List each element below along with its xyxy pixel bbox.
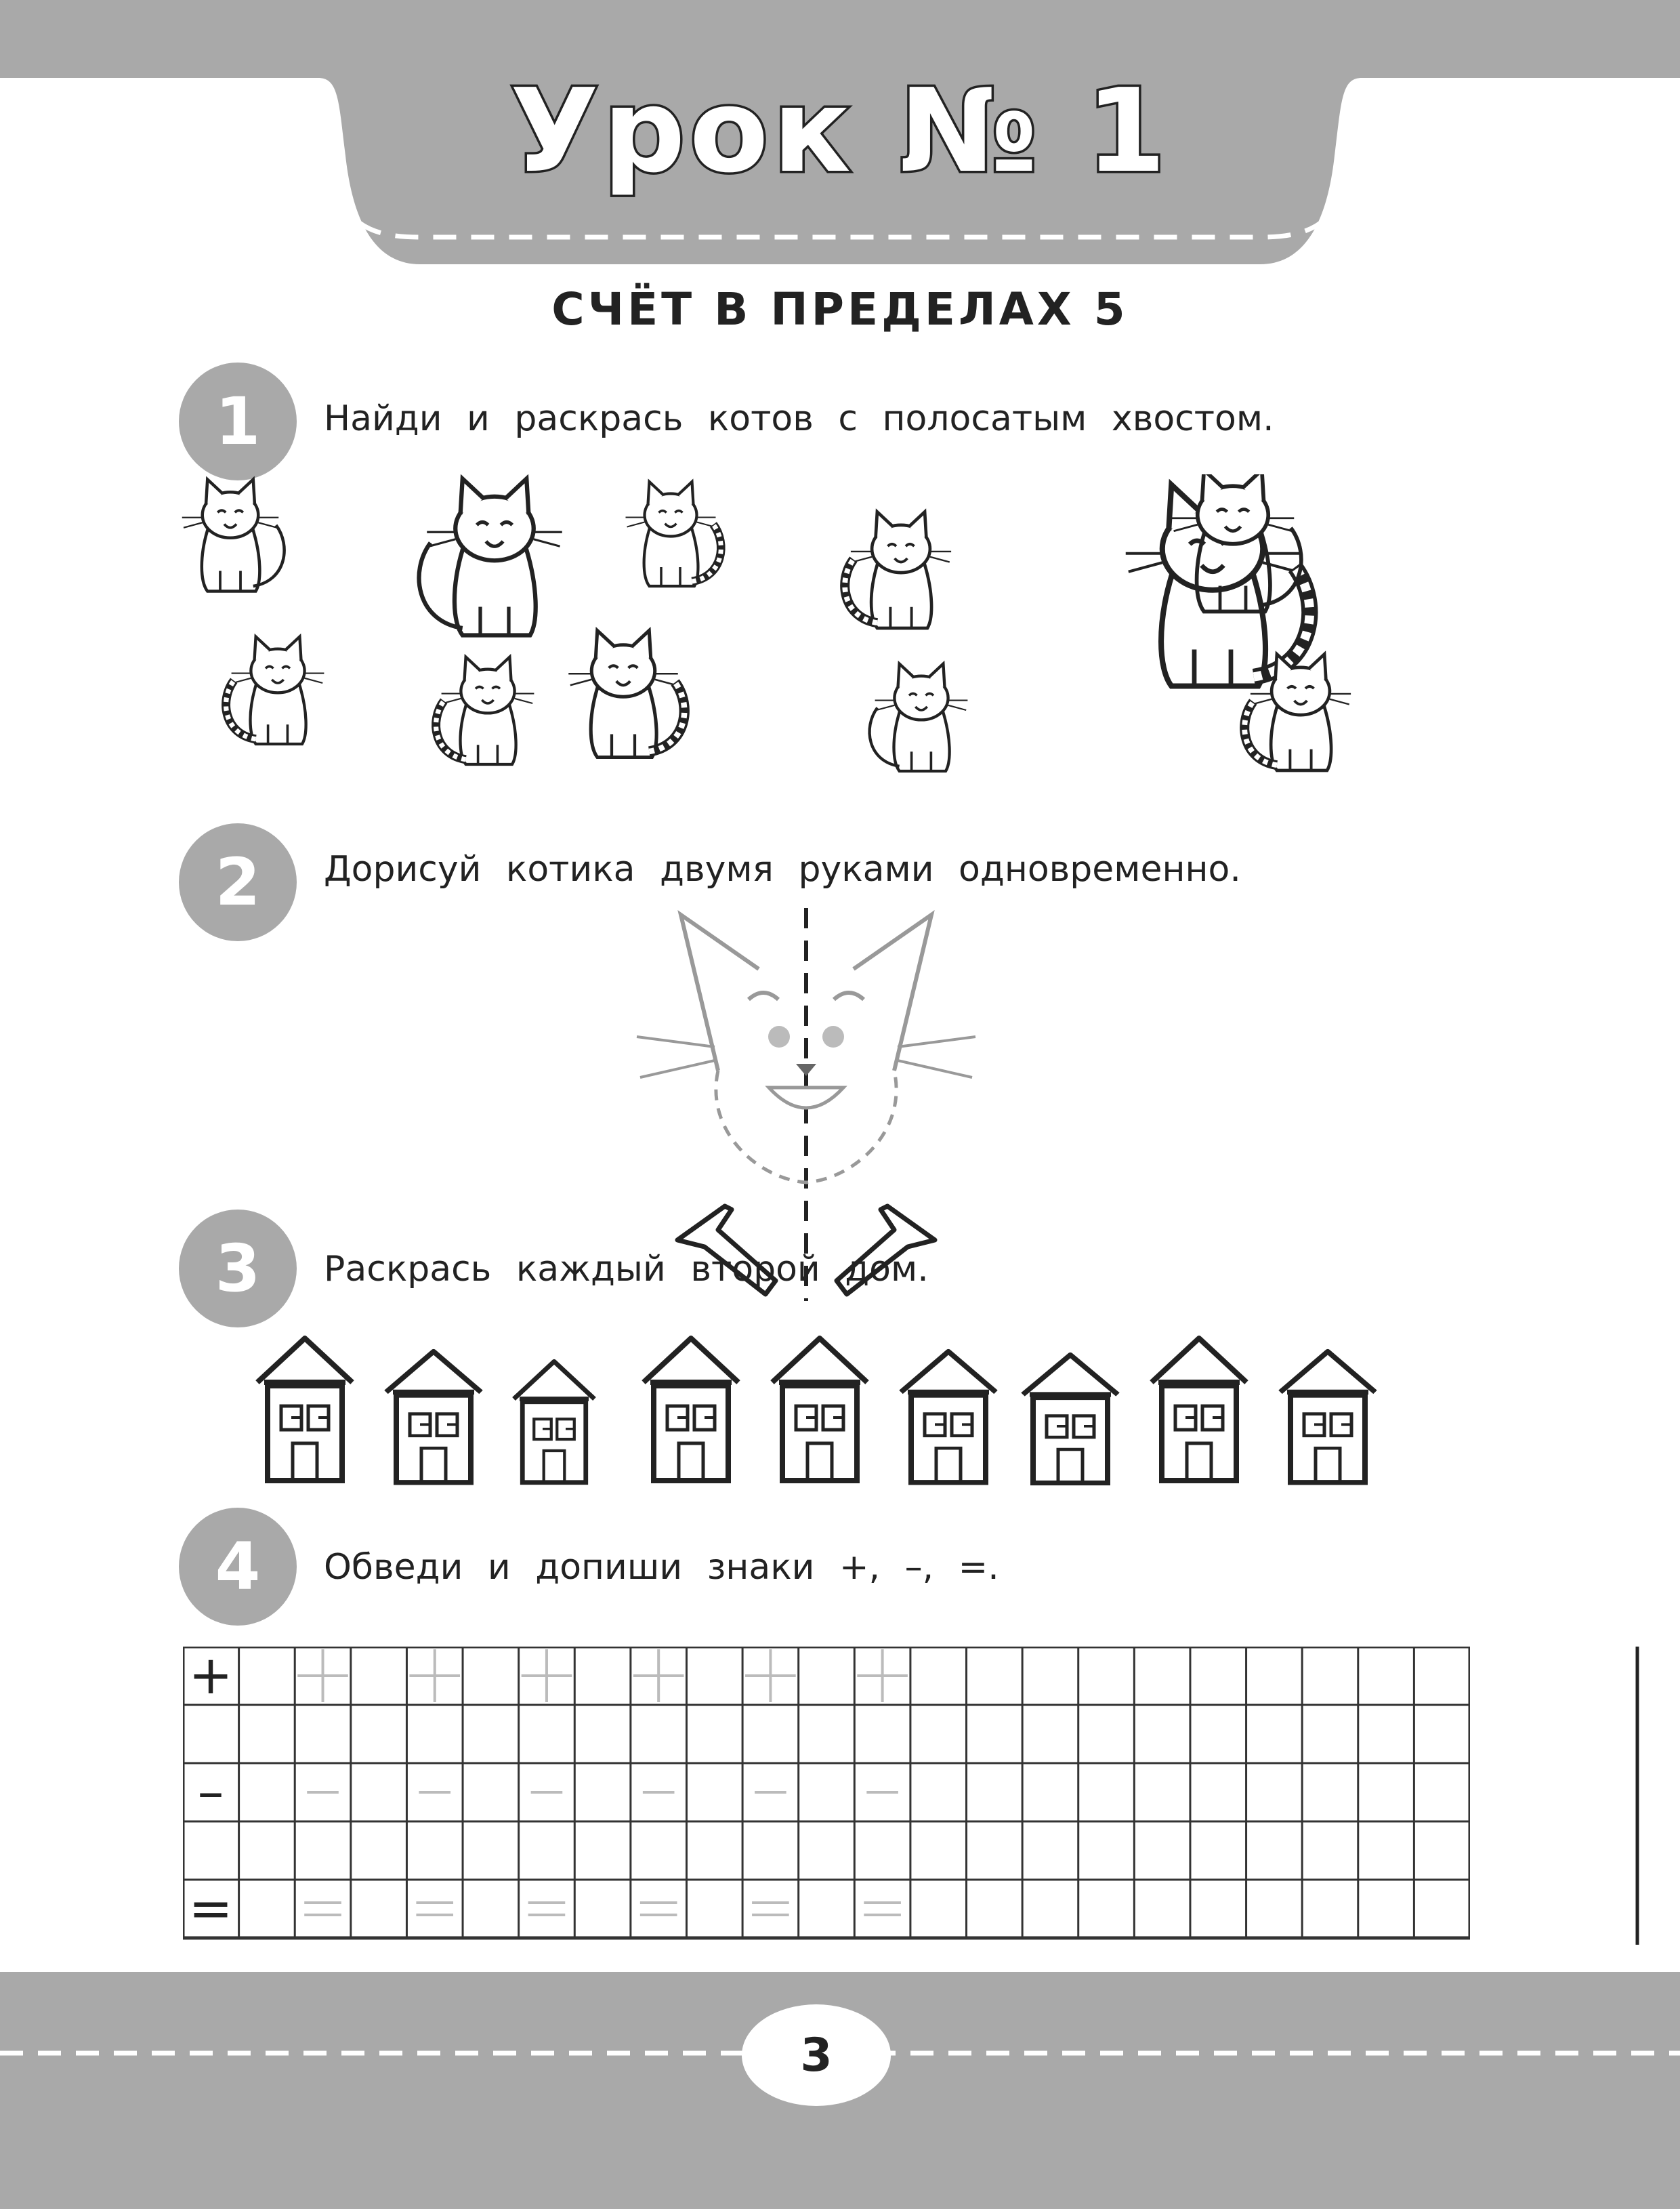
cat-icon — [568, 631, 684, 758]
cat-icon — [626, 482, 721, 586]
margin-line — [1634, 1647, 1641, 1945]
house-icon — [257, 1338, 352, 1481]
task-3-text: Раскрась каждый второй дом. — [324, 1249, 929, 1289]
cat-icon — [182, 480, 285, 592]
symmetry-cat-drawing — [630, 908, 982, 1301]
house-icon — [772, 1338, 867, 1481]
cat-icon — [436, 657, 534, 764]
grid-row-sign-equals: = — [188, 1878, 233, 1939]
house-icon — [514, 1361, 595, 1483]
house-icon — [1152, 1338, 1246, 1481]
task-4-badge: 4 — [179, 1508, 297, 1626]
writing-grid[interactable] — [183, 1647, 1470, 1945]
house-icon — [1023, 1355, 1118, 1483]
grid-row-sign-plus: + — [188, 1645, 233, 1706]
task-1-badge: 1 — [179, 363, 297, 480]
cat-icon — [226, 637, 324, 744]
cat-icon — [870, 664, 968, 771]
section-subtitle: СЧЁТ В ПРЕДЕЛАХ 5 — [551, 283, 1129, 335]
house-icon — [386, 1352, 481, 1483]
grid-row-sign-minus: – — [197, 1762, 224, 1823]
house-icon — [901, 1352, 996, 1483]
lesson-title: Урок № 1 — [509, 64, 1171, 199]
task-1-text: Найди и раскрась котов с полосатым хвостом. — [324, 398, 1274, 439]
writing-grid-lines — [183, 1647, 1470, 1945]
house-icon — [644, 1338, 738, 1481]
page-number: 3 — [800, 2028, 833, 2082]
cats-illustration — [176, 474, 1531, 854]
task-3-badge: 3 — [179, 1210, 297, 1327]
house-icon — [1280, 1352, 1375, 1483]
cat-icon — [419, 479, 562, 636]
houses-row — [251, 1328, 1443, 1491]
task-2-text: Дорисуй котика двумя руками одновременно. — [324, 849, 1241, 890]
cat-icon — [845, 512, 951, 628]
task-4-text: Обведи и допиши знаки +, –, =. — [324, 1547, 999, 1588]
task-2-badge: 2 — [179, 823, 297, 941]
